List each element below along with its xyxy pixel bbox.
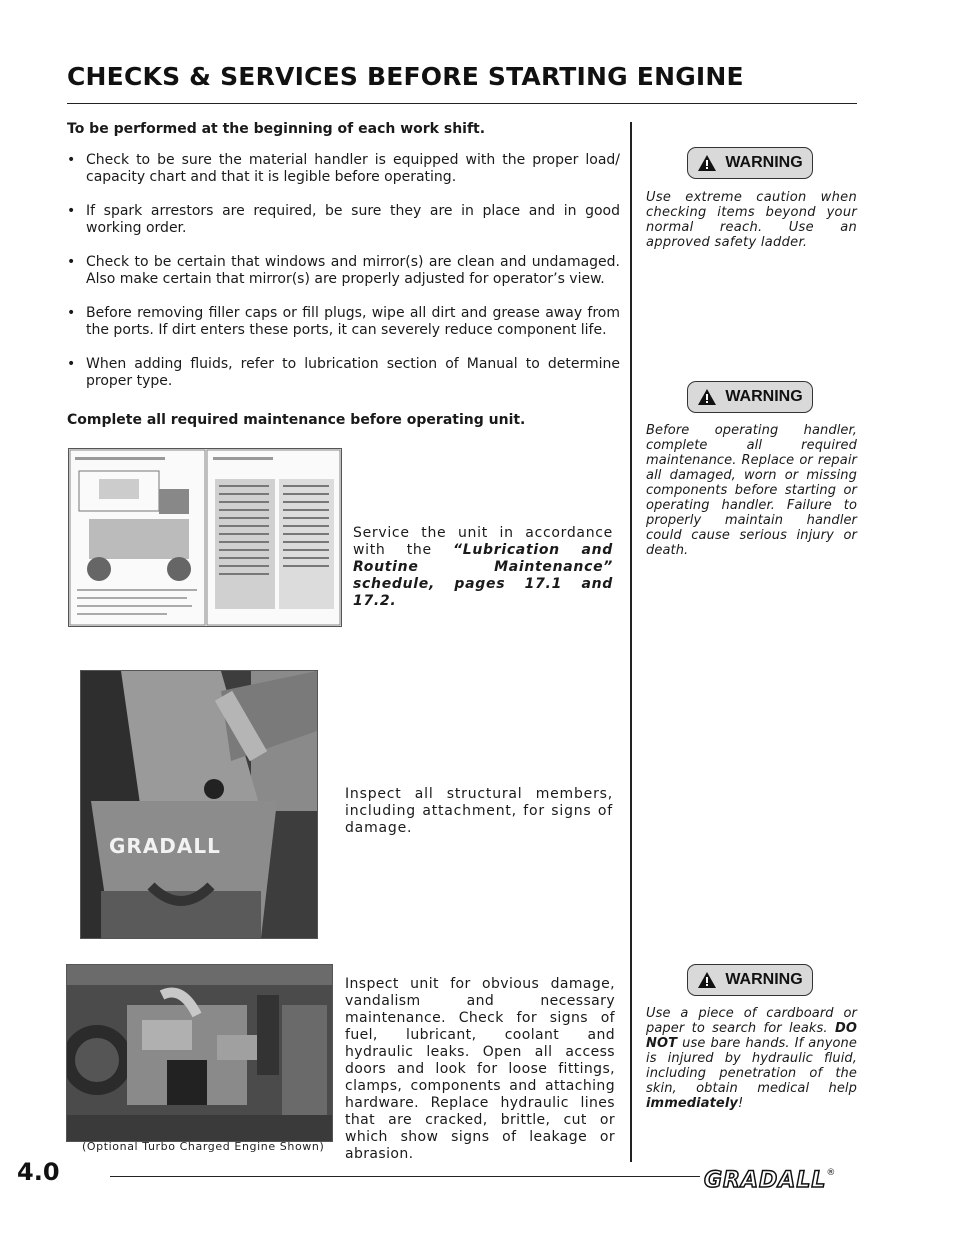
manual-pages-image (68, 448, 342, 627)
gradall-logo: GRADALL® (704, 1168, 836, 1193)
warning-triangle-icon (697, 388, 717, 406)
intro-text: To be performed at the beginning of each work shift. (67, 121, 486, 137)
engine-caption: (Optional Turbo Charged Engine Shown) (82, 1140, 325, 1153)
closing-note: Complete all required maintenance before operating unit. (67, 412, 526, 428)
inspect-instruction: Inspect unit for obvious damage, vandalism and necessary maintenance. Check for signs of fuel, lubricant, coolant and hydraulic leaks. Open all access doors and look for loose fittings, clamps, components and attaching hardware. Replace hydraulic lines that are cracked, brittle, cut or which show signs of leakage or abrasion. (345, 976, 615, 1162)
warning-text: Use extreme caution when checking items beyond your normal reach. Use an approved safety ladder. (646, 190, 857, 250)
warning-text: Use a piece of cardboard or paper to search for leaks. DO NOT use bare hands. If anyone is injured by hydraulic fluid, including penetration of the skin, obtain medical help immediately! (646, 1006, 857, 1111)
warning-label: WARNING (725, 971, 803, 988)
warning-badge (687, 964, 813, 996)
boom-photo-illustration (81, 671, 317, 938)
service-instruction: Service the unit in accordance with the “Lubrication and Routine Maintenance” schedule, pages 17.1 and 17.2. (353, 525, 613, 609)
list-item: • Before removing filler caps or fill plugs, wipe all dirt and grease away from the ports. If dirt enters these ports, it can severely reduce component life. (67, 305, 620, 338)
warning-label: WARNING (725, 154, 803, 171)
page-title: CHECKS & SERVICES BEFORE STARTING ENGINE (67, 62, 744, 91)
warning-triangle-icon (697, 154, 717, 172)
list-item: • If spark arrestors are required, be sure they are in place and in good working order. (67, 203, 620, 236)
page-number: 4.0 (17, 1158, 60, 1186)
structural-instruction: Inspect all structural members, including attachment, for signs of damage. (345, 786, 613, 836)
structural-members-photo (80, 670, 318, 939)
warning-triangle-icon (697, 971, 717, 989)
warning-label: WARNING (725, 388, 803, 405)
title-divider (67, 103, 857, 104)
list-item: • Check to be sure the material handler is equipped with the proper load/ capacity chart and that it is legible before operating. (67, 152, 620, 185)
warning-badge (687, 147, 813, 179)
gradall-decal: GRADALL (109, 834, 221, 858)
engine-photo-illustration (67, 965, 332, 1141)
footer-divider (110, 1176, 700, 1177)
manual-pages-illustration (69, 449, 341, 626)
checklist (67, 152, 620, 407)
warning-badge (687, 381, 813, 413)
warning-text: Before operating handler, complete all required maintenance. Replace or repair all damaged, worn or missing components before starting or operating handler. Failure to properly maintain handler could cause serious injury or death. (646, 423, 857, 558)
list-item: • When adding fluids, refer to lubrication section of Manual to determine proper type. (67, 356, 620, 389)
engine-photo (66, 964, 333, 1142)
column-divider (630, 122, 632, 1162)
list-item: • Check to be certain that windows and mirror(s) are clean and undamaged. Also make certain that mirror(s) are properly adjusted for operator’s view. (67, 254, 620, 287)
